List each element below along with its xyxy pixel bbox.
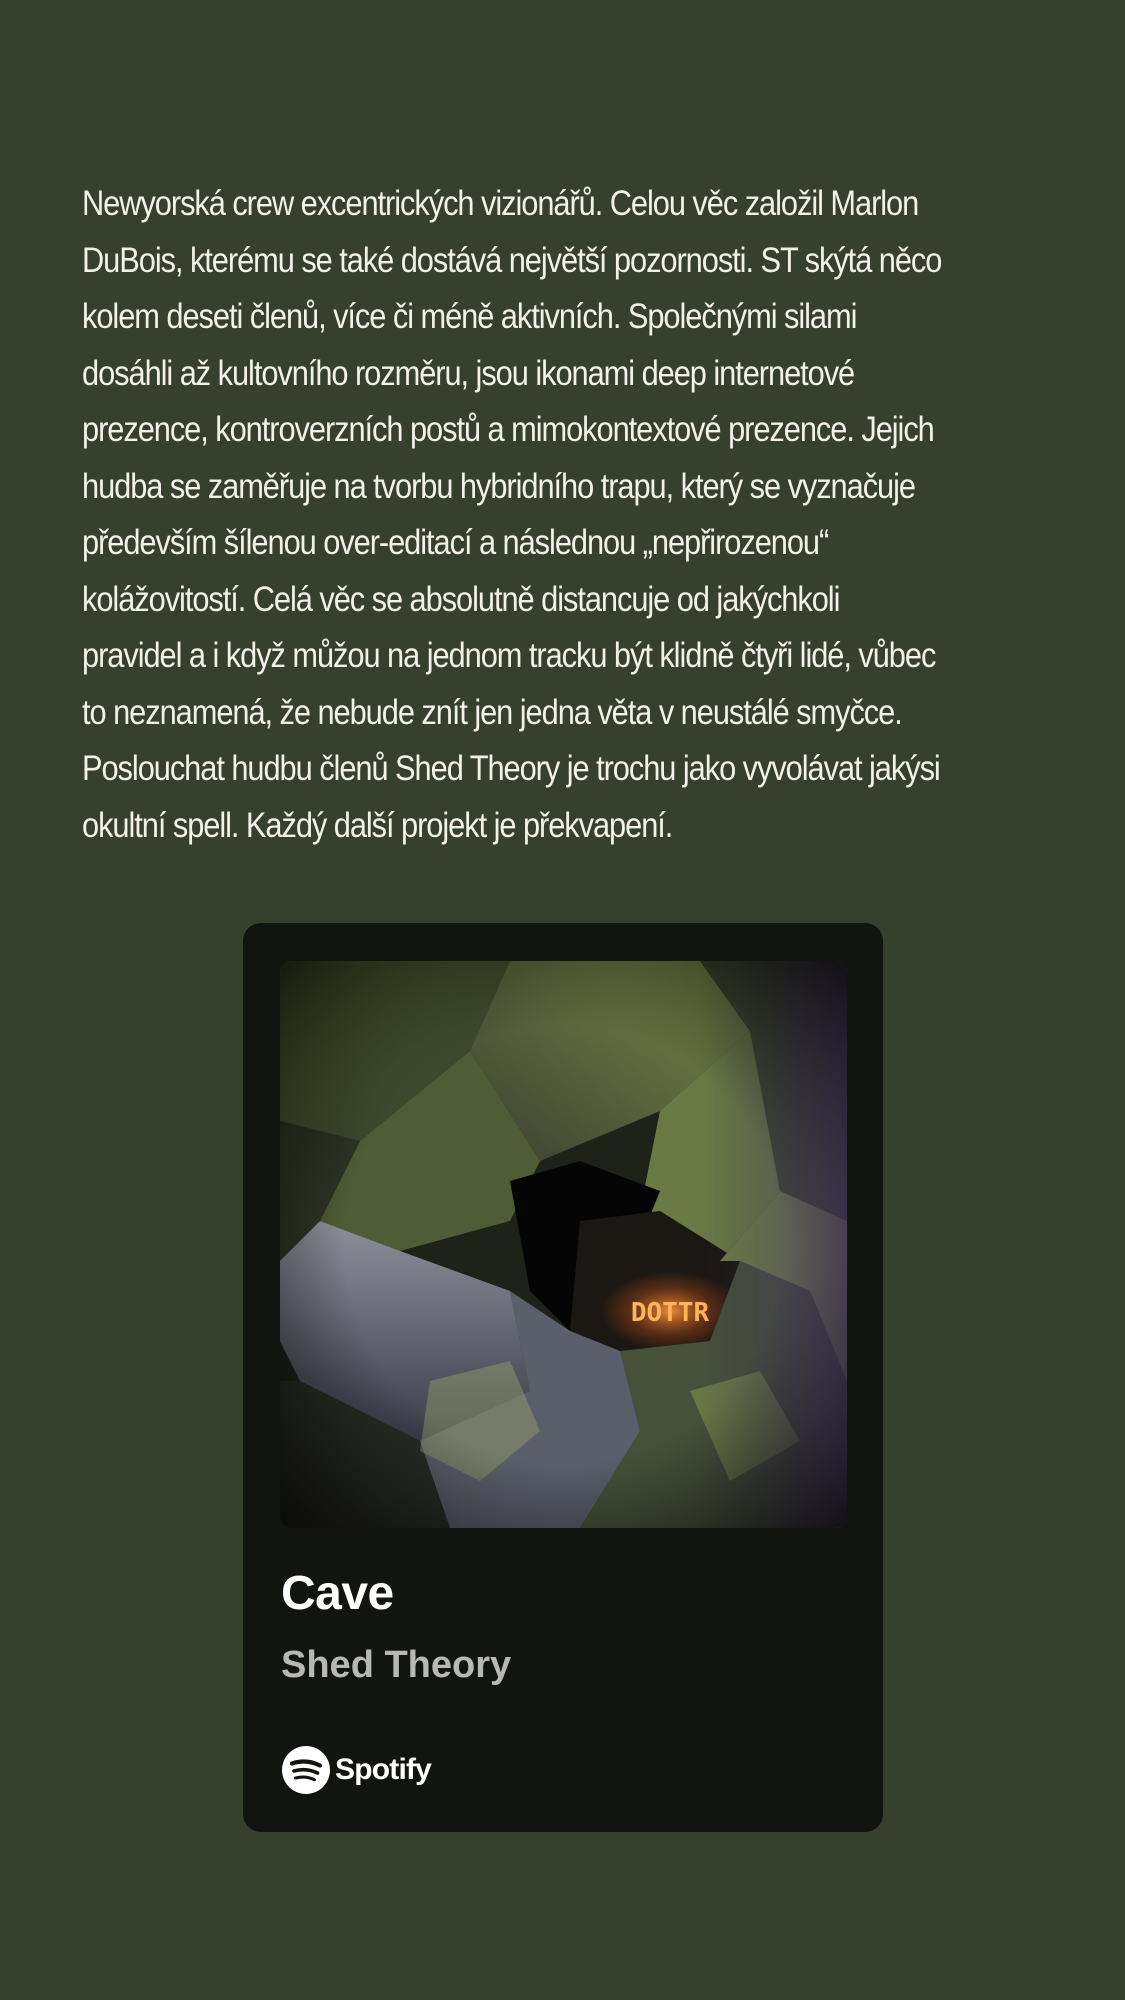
track-title[interactable]: Cave <box>281 1567 394 1620</box>
album-cover-image[interactable] <box>280 961 847 1528</box>
spotify-brand-link[interactable] <box>281 1745 431 1795</box>
spotify-logo-icon <box>281 1745 331 1795</box>
spotify-embed-card[interactable] <box>243 923 883 1832</box>
cave-artwork <box>280 961 847 1528</box>
artist-name[interactable]: Shed Theory <box>281 1644 512 1686</box>
artist-description: Newyorská crew excentrických vizionářů. Celou věc založil Marlon DuBois, kterému se také dostává největší pozornosti. ST skýtá něco kolem deseti členů, více či méně aktivních. Společnými silami dosáhli až kultovního rozměru, jsou ikonami deep internetové prezence, kontroverzních postů a mimokontextové prezence. Jejich hudba se zaměřuje na tvorbu hybridního trapu, který se vyznačuje především šílenou over-editací a následnou „nepřirozenou“ kolážovitostí. Celá věc se absolutně distancuje od jakýchkoli pravidel a i když můžou na jednom tracku být klidně čtyři lidé, vůbec to neznamená, že nebude znít jen jedna věta v neustálé smyčce. Poslouchat hudbu členů Shed Theory je trochu jako vyvolávat jakýsi okultní spell. Každý další projekt je překvapení. <box>82 184 942 845</box>
spotify-wordmark: Spotify <box>335 1753 432 1786</box>
